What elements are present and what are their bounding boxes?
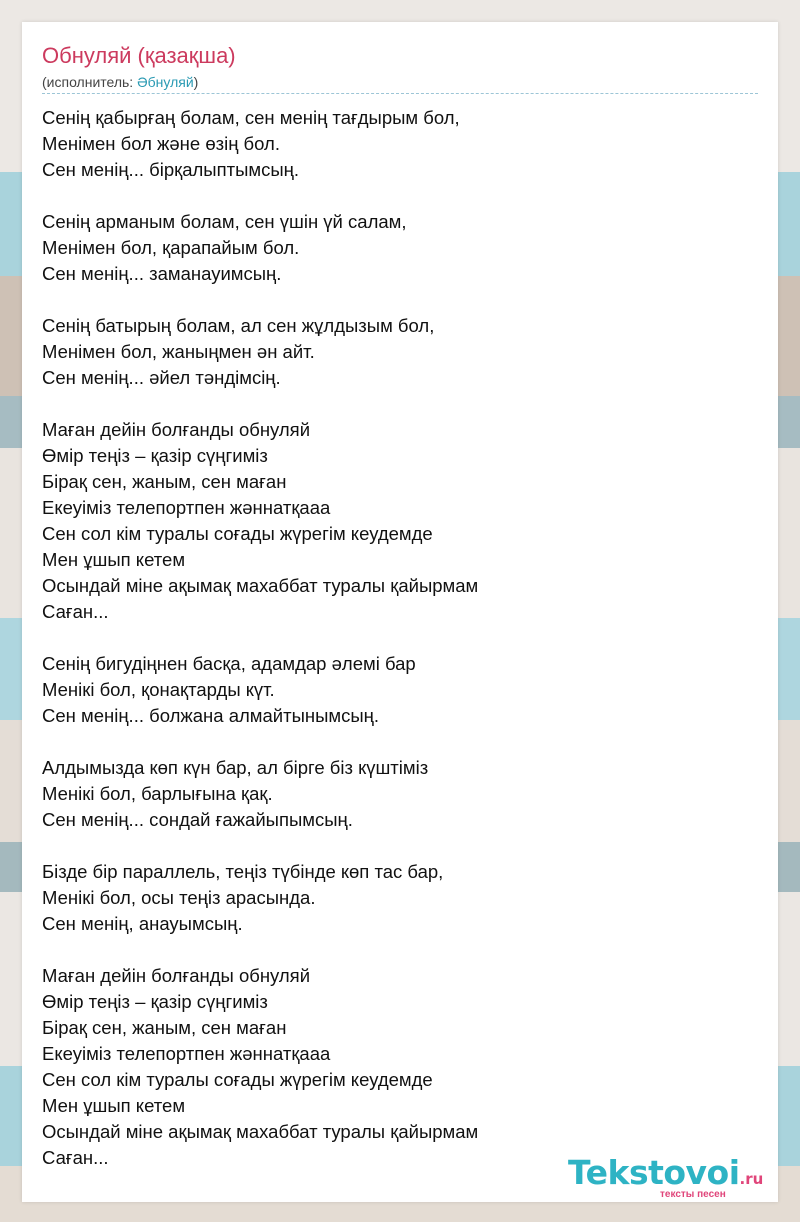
lyrics-line: Менімен бол, жаныңмен ән айт. — [42, 341, 315, 362]
lyrics-line: Сенің қабырғаң болам, сен менің тағдырым бол, — [42, 107, 460, 128]
page-title: Обнуляй (қазақша) — [42, 43, 236, 68]
lyrics-line: Осындай міне ақымақ махаббат туралы қайырмам — [42, 575, 479, 596]
header-divider — [42, 93, 758, 94]
lyrics-stanza — [42, 105, 758, 183]
lyrics-line: Бізде бір параллель, теңіз түбінде көп тас бар, — [42, 861, 444, 882]
lyrics-line: Саған... — [42, 601, 109, 622]
lyrics-line: Сен менің, анауымсың. — [42, 913, 243, 934]
lyrics-line: Сенің батырың болам, ал сен жұлдызым бол, — [42, 315, 435, 336]
artist-line — [42, 73, 198, 91]
lyrics-line: Маған дейін болғанды обнуляй — [42, 965, 311, 986]
logo-tld: .ru — [739, 1170, 764, 1188]
logo-name: Tekstovoi — [568, 1153, 740, 1192]
lyrics-line: Саған... — [42, 1147, 109, 1168]
lyrics-card — [22, 22, 778, 1202]
lyrics-line: Өмір теңіз – қазір сүңгиміз — [42, 445, 268, 466]
lyrics-line: Сен менің... сондай ғажайыпымсың. — [42, 809, 353, 830]
lyrics-line: Екеуіміз телепортпен жәннатқааа — [42, 1043, 331, 1064]
lyrics-stanza — [42, 651, 758, 729]
lyrics-line: Сен менің... бірқалыптымсың. — [42, 159, 299, 180]
lyrics-line: Сен менің... болжана алмайтынымсың. — [42, 705, 380, 726]
lyrics-stanza — [42, 755, 758, 833]
lyrics-line: Мен ұшып кетем — [42, 1095, 186, 1116]
lyrics-line: Сен сол кім туралы соғады жүрегім кеудемде — [42, 523, 433, 544]
lyrics-line: Сенің бигудіңнен басқа, адамдар әлемі бар — [42, 653, 416, 674]
lyrics-line: Бірақ сен, жаным, сен маған — [42, 1017, 287, 1038]
lyrics-line: Сенің арманым болам, сен үшін үй салам, — [42, 211, 407, 232]
lyrics-line: Мен ұшып кетем — [42, 549, 186, 570]
artist-suffix: ) — [193, 74, 199, 90]
lyrics-line: Менікі бол, қонақтарды күт. — [42, 679, 275, 700]
lyrics-line: Бірақ сен, жаным, сен маған — [42, 471, 287, 492]
lyrics-line: Осындай міне ақымақ махаббат туралы қайырмам — [42, 1121, 479, 1142]
lyrics-stanza — [42, 963, 758, 1171]
site-logo[interactable] — [568, 1153, 764, 1200]
lyrics-line: Менікі бол, барлығына қақ. — [42, 783, 273, 804]
lyrics-line: Сен сол кім туралы соғады жүрегім кеудемде — [42, 1069, 433, 1090]
lyrics-stanza — [42, 417, 758, 625]
lyrics-line: Менімен бол, қарапайым бол. — [42, 237, 300, 258]
lyrics-line: Менімен бол және өзің бол. — [42, 133, 280, 154]
artist-link[interactable]: Әбнуляй — [137, 74, 194, 90]
lyrics-line: Өмір теңіз – қазір сүңгиміз — [42, 991, 268, 1012]
lyrics-line: Сен менің... әйел тәндімсің. — [42, 367, 281, 388]
logo-tagline: тексты песен — [660, 1189, 726, 1200]
artist-prefix: (исполнитель: — [42, 74, 138, 90]
lyrics-line: Алдымызда көп күн бар, ал бірге біз күштіміз — [42, 757, 429, 778]
lyrics-stanza — [42, 209, 758, 287]
lyrics-stanza — [42, 859, 758, 937]
lyrics-line: Маған дейін болғанды обнуляй — [42, 419, 311, 440]
lyrics-line: Сен менің... заманауимсың. — [42, 263, 282, 284]
lyrics-stanza — [42, 313, 758, 391]
lyrics-text — [42, 105, 758, 1197]
lyrics-line: Екеуіміз телепортпен жәннатқааа — [42, 497, 331, 518]
lyrics-line: Менікі бол, осы теңіз арасында. — [42, 887, 316, 908]
